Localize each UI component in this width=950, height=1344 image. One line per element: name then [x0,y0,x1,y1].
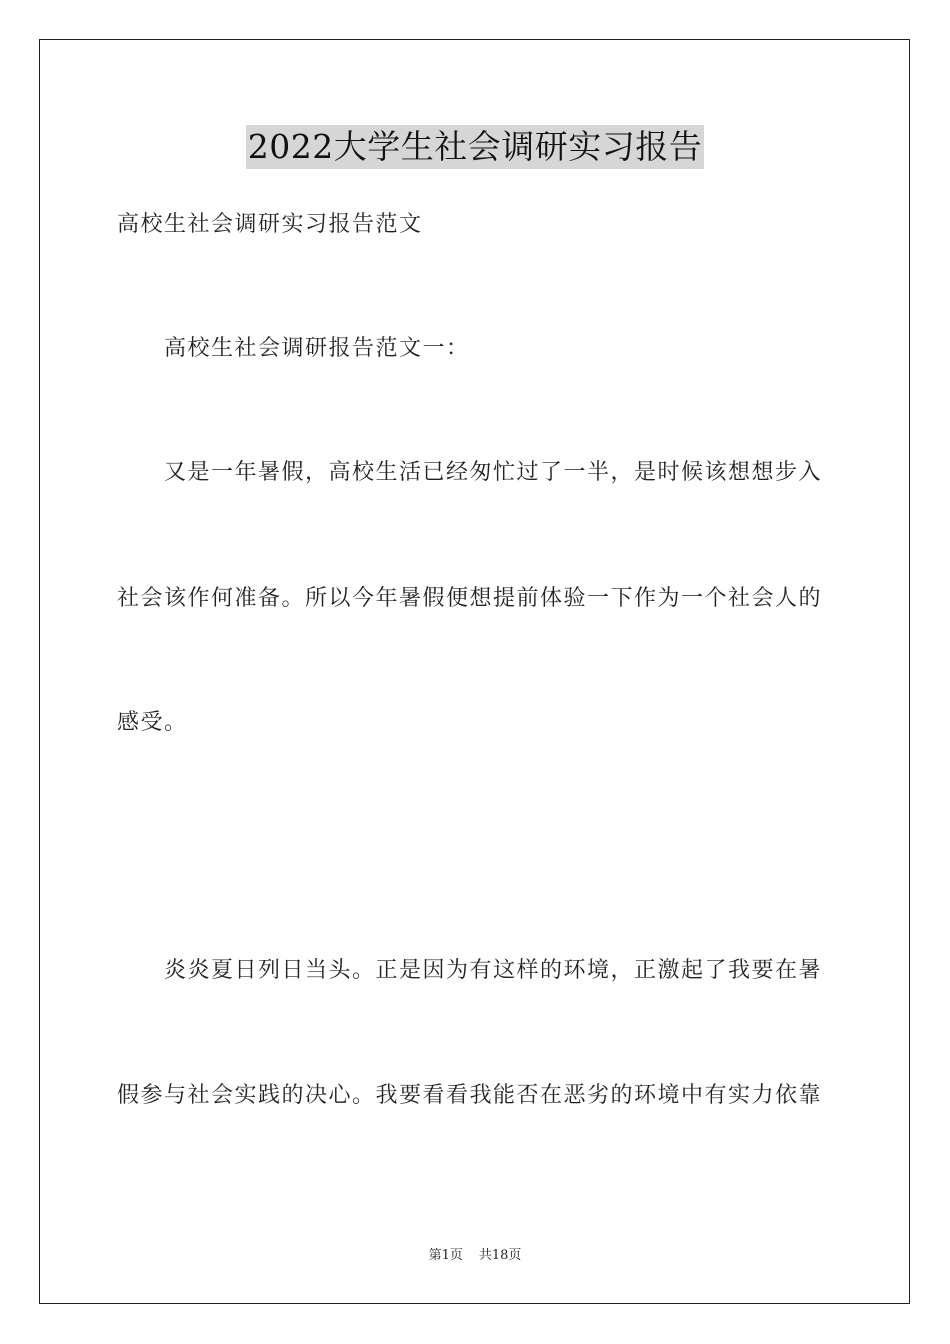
page-number: 第1页 [428,1248,463,1263]
text-line-paragraph-2-line-2: 假参与社会实践的决心。我要看看我能否在恶劣的环境中有实力依靠 [117,1083,823,1108]
text-line-paragraph-1-line-3: 感受。 [117,710,188,735]
text-line-subtitle: 高校生社会调研实习报告范文 [117,212,423,237]
page-total: 共18页 [478,1248,522,1263]
text-line-paragraph-2-line-1: 炎炎夏日列日当头。正是因为有这样的环境，正激起了我要在暑 [164,958,823,983]
text-line-paragraph-1-line-1: 又是一年暑假，高校生活已经匆忙过了一半，是时候该想想步入 [164,460,823,485]
text-line-section-heading: 高校生社会调研报告范文一： [164,336,470,361]
document-title: 2022大学生社会调研实习报告 [246,125,704,169]
text-line-paragraph-1-line-2: 社会该作何准备。所以今年暑假便想提前体验一下作为一个社会人的 [117,586,823,611]
page-footer [0,1247,950,1265]
title-container [0,125,950,169]
